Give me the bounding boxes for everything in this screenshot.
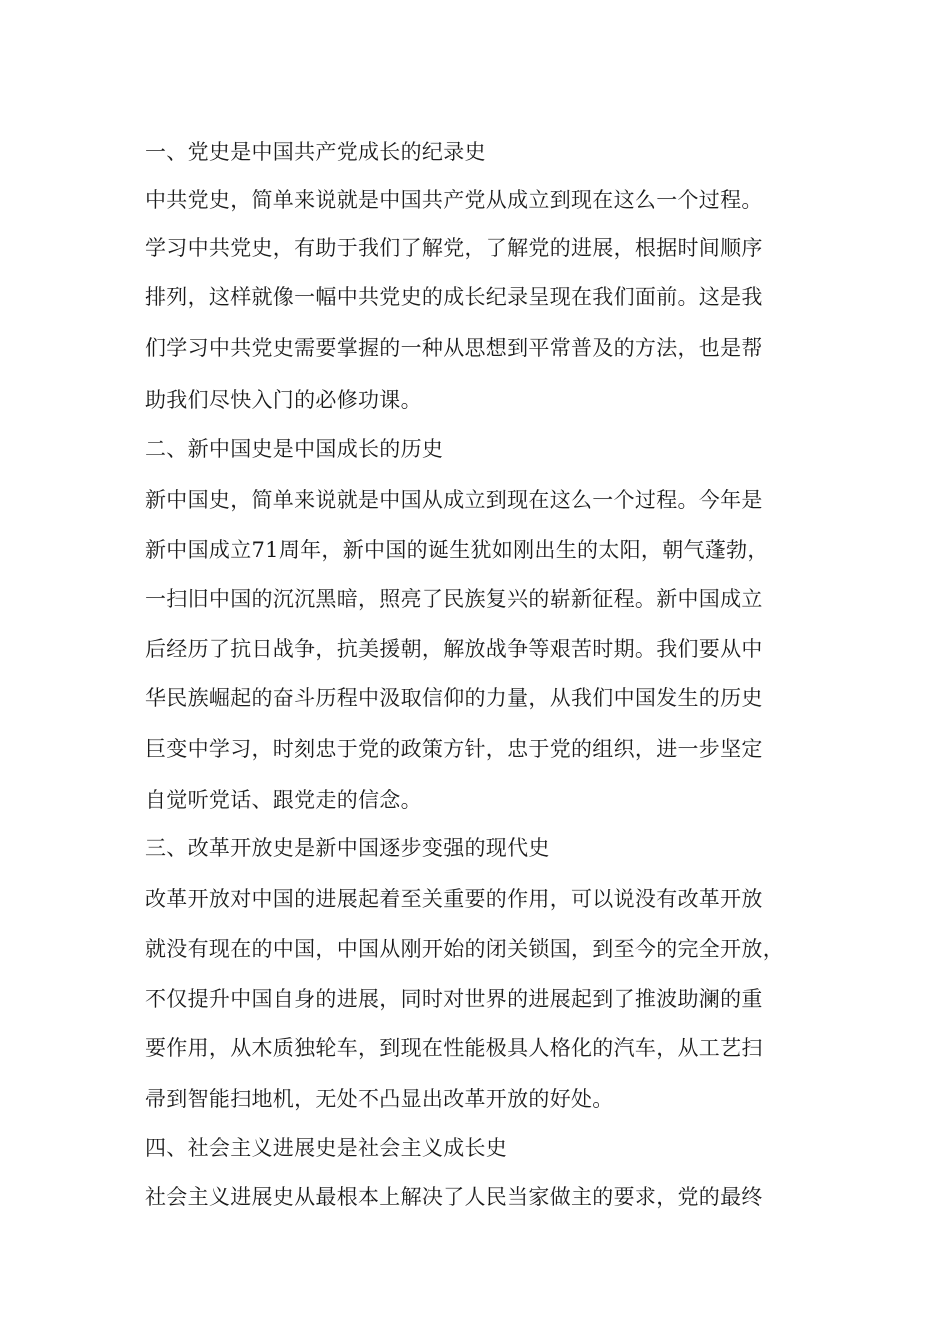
paragraph-line: 新中国成立71周年，新中国的诞生犹如刚出生的太阳，朝气蓬勃， bbox=[145, 538, 769, 562]
paragraph-line: 中共党史，简单来说就是中国共产党从成立到现在这么一个过程。 bbox=[145, 188, 763, 212]
paragraph-line: 助我们尽快入门的必修功课。 bbox=[145, 388, 422, 412]
paragraph-line: 们学习中共党史需要掌握的一种从思想到平常普及的方法，也是帮 bbox=[145, 336, 763, 360]
heading-socialism-history: 四、社会主义进展史是社会主义成长史 bbox=[145, 1136, 508, 1160]
paragraph-line: 排列，这样就像一幅中共党史的成长纪录呈现在我们面前。这是我 bbox=[145, 285, 763, 309]
paragraph-line: 就没有现在的中国，中国从刚开始的闭关锁国，到至今的完全开放， bbox=[145, 937, 784, 961]
paragraph-line: 新中国史，简单来说就是中国从成立到现在这么一个过程。今年是 bbox=[145, 488, 763, 512]
paragraph-line: 学习中共党史，有助于我们了解党，了解党的进展，根据时间顺序 bbox=[145, 236, 763, 260]
heading-new-china-history: 二、新中国史是中国成长的历史 bbox=[145, 437, 444, 461]
paragraph-line: 一扫旧中国的沉沉黑暗，照亮了民族复兴的崭新征程。新中国成立 bbox=[145, 587, 763, 611]
heading-party-history: 一、党史是中国共产党成长的纪录史 bbox=[145, 140, 486, 164]
heading-reform-history: 三、改革开放史是新中国逐步变强的现代史 bbox=[145, 836, 550, 860]
paragraph-line: 不仅提升中国自身的进展，同时对世界的进展起到了推波助澜的重 bbox=[145, 987, 763, 1011]
paragraph-line: 后经历了抗日战争，抗美援朝，解放战争等艰苦时期。我们要从中 bbox=[145, 637, 763, 661]
paragraph-line: 自觉听党话、跟党走的信念。 bbox=[145, 788, 422, 812]
paragraph-line: 要作用，从木质独轮车，到现在性能极具人格化的汽车，从工艺扫 bbox=[145, 1036, 763, 1060]
paragraph-line: 社会主义进展史从最根本上解决了人民当家做主的要求，党的最终 bbox=[145, 1185, 763, 1209]
paragraph-line: 巨变中学习，时刻忠于党的政策方针，忠于党的组织，进一步坚定 bbox=[145, 737, 763, 761]
paragraph-line: 华民族崛起的奋斗历程中汲取信仰的力量，从我们中国发生的历史 bbox=[145, 686, 763, 710]
paragraph-line: 帚到智能扫地机，无处不凸显出改革开放的好处。 bbox=[145, 1087, 614, 1111]
paragraph-line: 改革开放对中国的进展起着至关重要的作用，可以说没有改革开放 bbox=[145, 887, 763, 911]
